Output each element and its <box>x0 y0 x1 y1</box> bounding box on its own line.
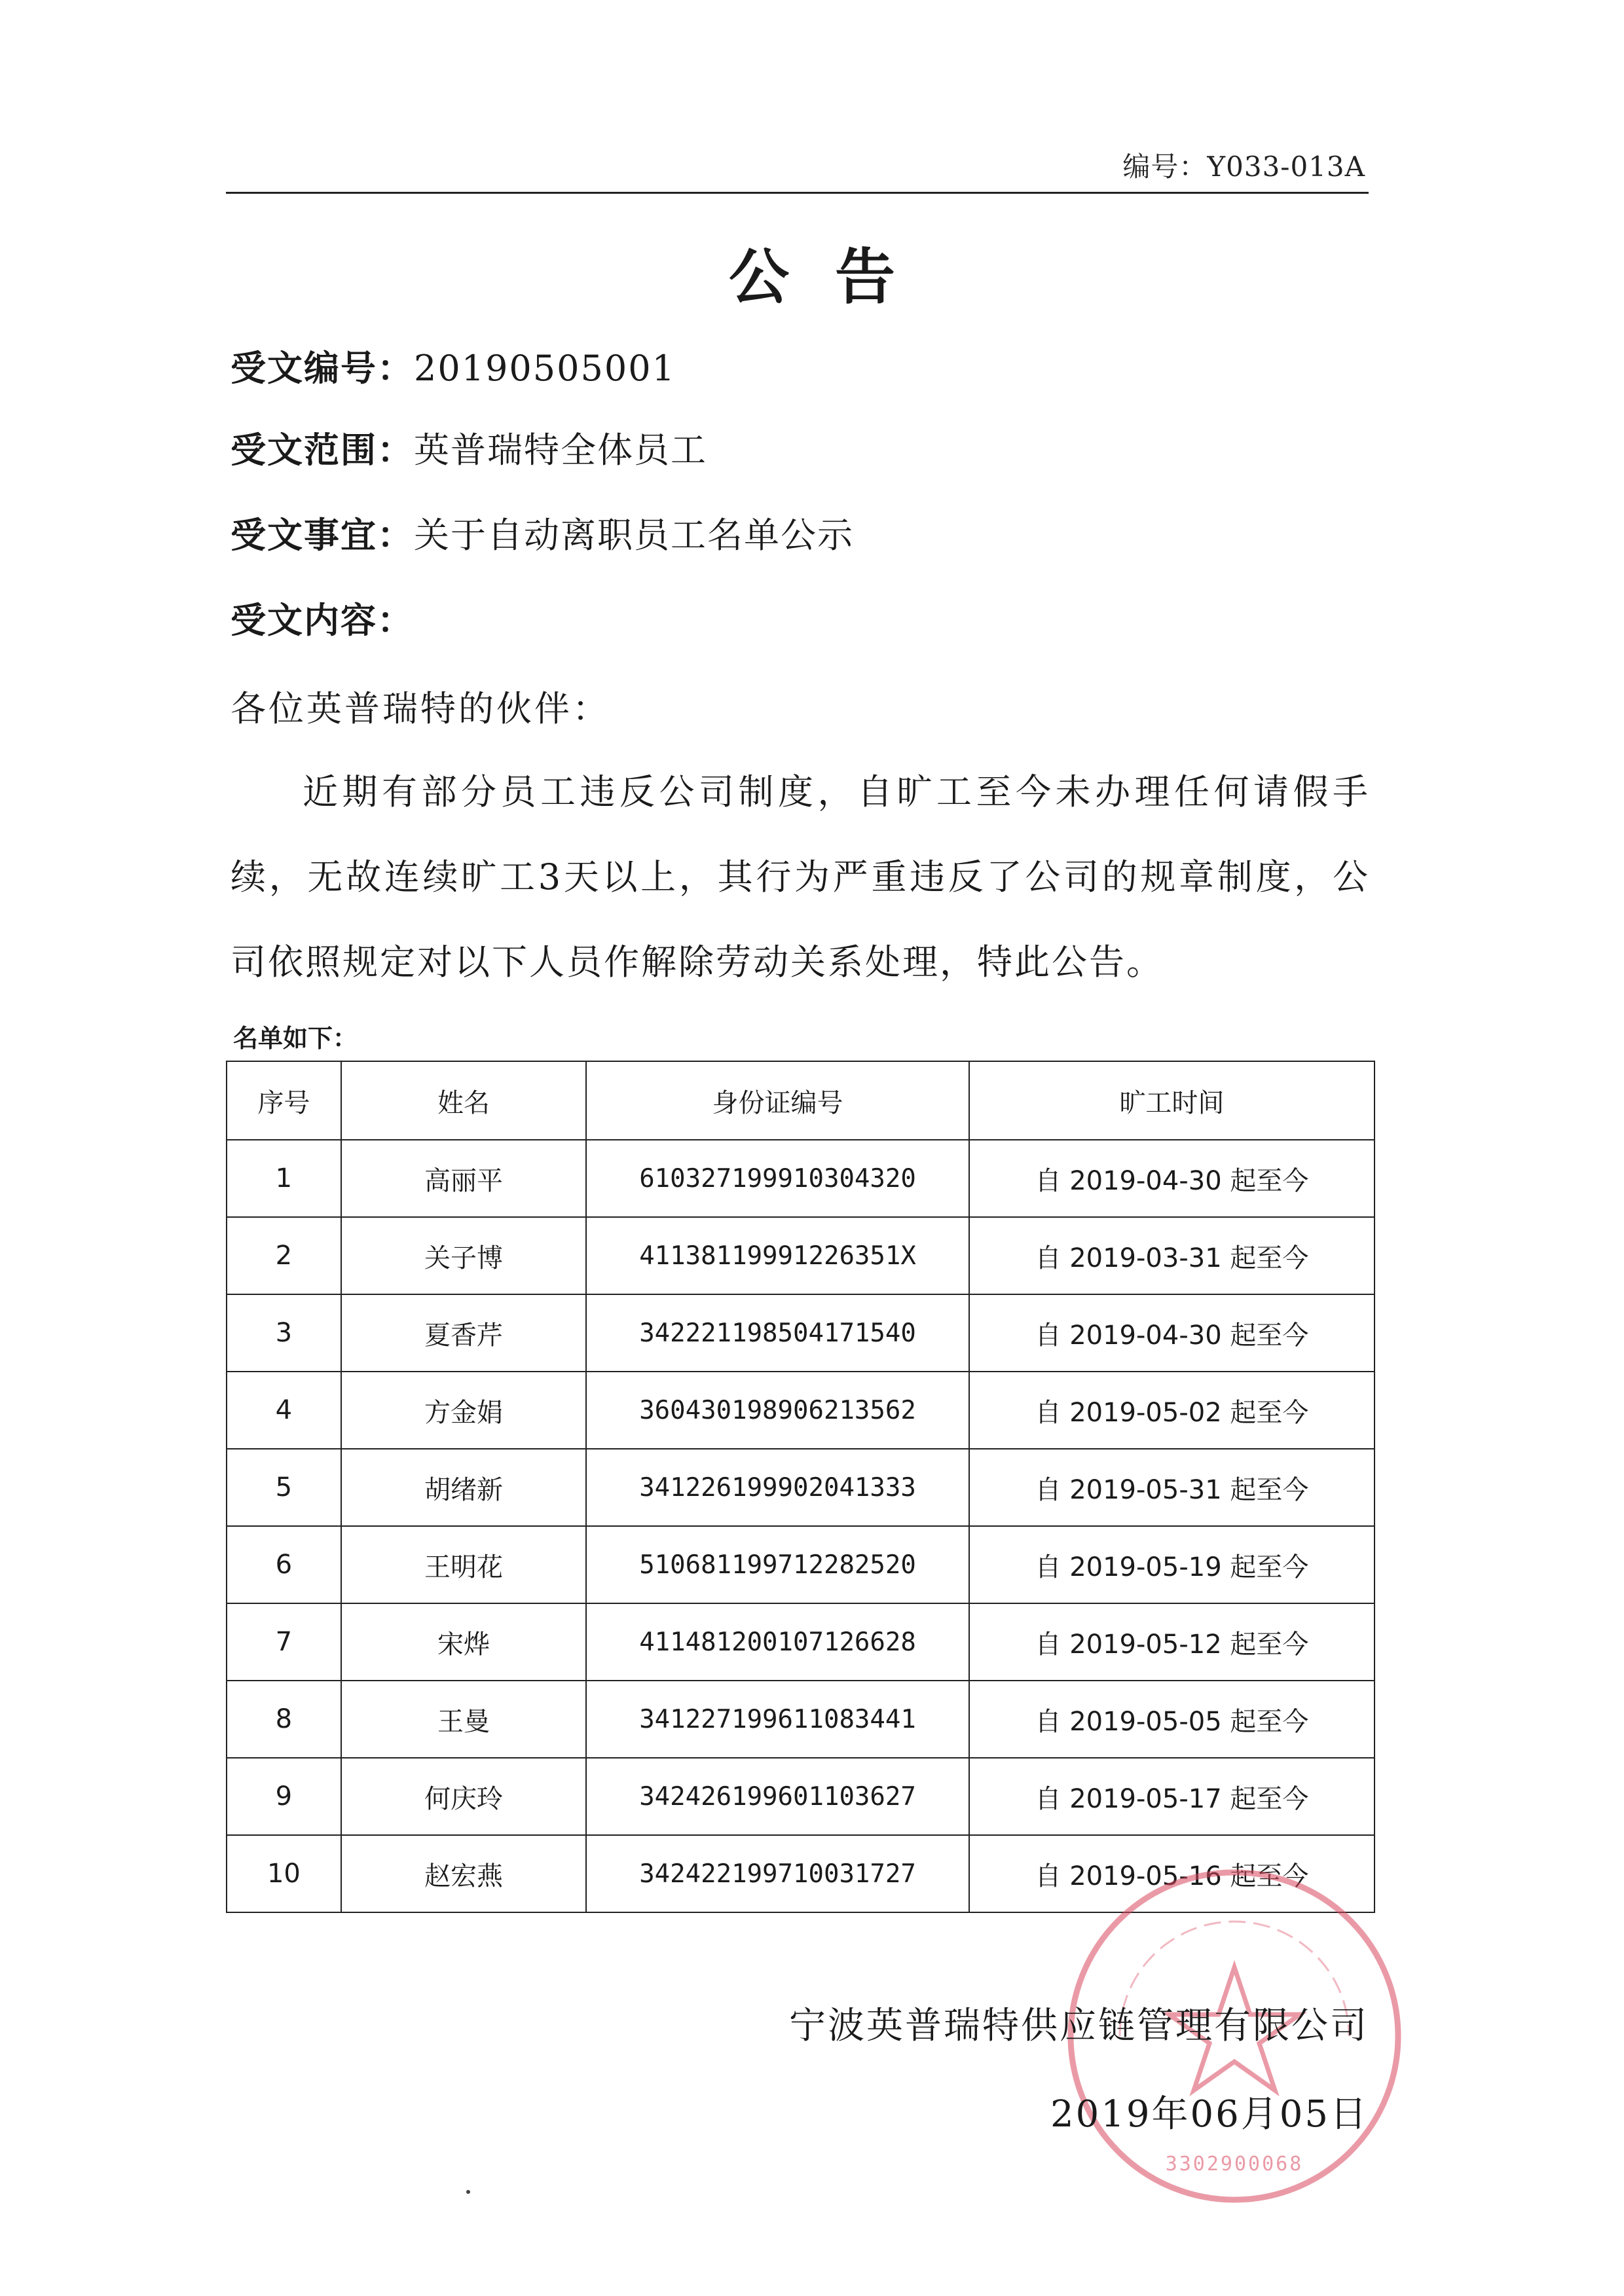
cell-absence: 自 2019-05-19 起至今 <box>969 1526 1375 1603</box>
table-row <box>227 1681 1375 1758</box>
field-label: 受文编号： <box>231 348 414 389</box>
cell-id: 341227199611083441 <box>586 1681 969 1758</box>
cell-id: 341226199902041333 <box>586 1449 969 1526</box>
table-row <box>227 1835 1375 1912</box>
cell-id: 342221198504171540 <box>586 1294 969 1372</box>
cell-id: 342426199601103627 <box>586 1758 969 1835</box>
table-row <box>227 1526 1375 1603</box>
field-value: 英普瑞特全体员工 <box>414 429 707 471</box>
announcement-body: 近期有部分员工违反公司制度，自旷工至今未办理任何请假手续，无故连续旷工3天以上，其行为严重违反了公司的规章制度，公司依照规定对以下人员作解除劳动关系处理，特此公告。 <box>231 771 1370 983</box>
issuing-company: 宁波英普瑞特供应链管理有限公司 <box>789 2005 1369 2047</box>
document-number: 编号：Y033-013A <box>1122 151 1365 183</box>
cell-absence: 自 2019-05-31 起至今 <box>969 1449 1375 1526</box>
page-title: 公告 <box>728 242 941 312</box>
cell-index: 4 <box>227 1372 341 1449</box>
cell-absence: 自 2019-04-30 起至今 <box>969 1294 1375 1372</box>
cell-name: 王明花 <box>341 1526 586 1603</box>
table-row <box>227 1449 1375 1526</box>
table-row <box>227 1372 1375 1449</box>
table-row <box>227 1758 1375 1835</box>
cell-absence: 自 2019-05-17 起至今 <box>969 1758 1375 1835</box>
table-row <box>227 1140 1375 1217</box>
cell-name: 何庆玲 <box>341 1758 586 1835</box>
header-cell-name: 姓名 <box>341 1061 586 1140</box>
cell-name: 方金娟 <box>341 1372 586 1449</box>
cell-id: 342422199710031727 <box>586 1835 969 1912</box>
greeting: 各位英普瑞特的伙伴： <box>231 688 610 729</box>
field-label: 受文内容： <box>231 600 414 641</box>
cell-index: 5 <box>227 1449 341 1526</box>
field-scope <box>231 422 707 473</box>
cell-id: 360430198906213562 <box>586 1372 969 1449</box>
field-subject <box>231 507 854 558</box>
cell-index: 8 <box>227 1681 341 1758</box>
cell-name: 夏香芹 <box>341 1294 586 1372</box>
issue-date: 2019年06月05日 <box>1050 2093 1369 2136</box>
cell-name: 宋烨 <box>341 1603 586 1681</box>
cell-name: 高丽平 <box>341 1140 586 1217</box>
table-row <box>227 1217 1375 1294</box>
cell-index: 2 <box>227 1217 341 1294</box>
table-row <box>227 1294 1375 1372</box>
table-row <box>227 1603 1375 1681</box>
header-cell-id: 身份证编号 <box>586 1061 969 1140</box>
cell-index: 6 <box>227 1526 341 1603</box>
header-cell-index: 序号 <box>227 1061 341 1140</box>
field-label: 受文事宜： <box>231 515 414 556</box>
cell-name: 赵宏燕 <box>341 1835 586 1912</box>
field-doc-id <box>231 340 676 391</box>
cell-name: 胡绪新 <box>341 1449 586 1526</box>
cell-index: 3 <box>227 1294 341 1372</box>
cell-id: 610327199910304320 <box>586 1140 969 1217</box>
cell-index: 9 <box>227 1758 341 1835</box>
field-value: 关于自动离职员工名单公示 <box>414 515 854 556</box>
cell-absence: 自 2019-05-05 起至今 <box>969 1681 1375 1758</box>
cell-absence: 自 2019-05-12 起至今 <box>969 1603 1375 1681</box>
cell-absence: 自 2019-05-16 起至今 <box>969 1835 1375 1912</box>
field-value: 20190505001 <box>414 348 676 389</box>
cell-id: 510681199712282520 <box>586 1526 969 1603</box>
cell-absence: 自 2019-04-30 起至今 <box>969 1140 1375 1217</box>
cell-name: 王曼 <box>341 1681 586 1758</box>
header-cell-absence: 旷工时间 <box>969 1061 1375 1140</box>
list-label: 名单如下： <box>233 1024 358 1053</box>
header-divider <box>226 192 1369 194</box>
cell-absence: 自 2019-03-31 起至今 <box>969 1217 1375 1294</box>
cell-absence: 自 2019-05-02 起至今 <box>969 1372 1375 1449</box>
cell-id: 411481200107126628 <box>586 1603 969 1681</box>
cell-index: 7 <box>227 1603 341 1681</box>
scan-speck <box>466 2190 470 2194</box>
field-content <box>231 592 414 643</box>
cell-index: 1 <box>227 1140 341 1217</box>
cell-id: 41138119991226351X <box>586 1217 969 1294</box>
field-label: 受文范围： <box>231 429 414 471</box>
cell-index: 10 <box>227 1835 341 1912</box>
seal-number: 3302900068 <box>1165 2153 1304 2176</box>
table-header-row <box>227 1061 1375 1140</box>
cell-name: 关子博 <box>341 1217 586 1294</box>
dismissal-table <box>226 1061 1375 1913</box>
